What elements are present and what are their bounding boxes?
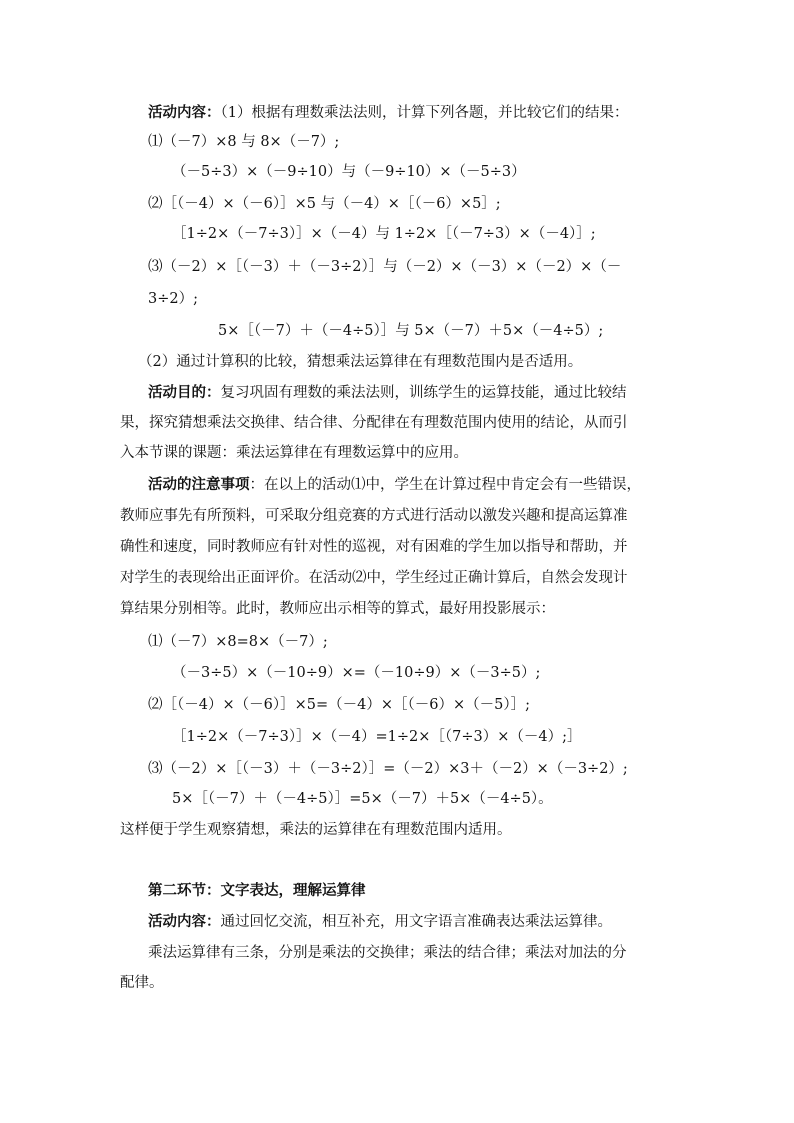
section-2-para-line-2: 配律。 [120, 975, 164, 991]
question-1b: （－5÷3）×（－9÷10）与（－9÷10）×（－5÷3） [172, 164, 526, 180]
notes-line-1 [148, 475, 641, 495]
notes-line-3: 确性和速度，同时教师应有针对性的巡视，对有困难的学生加以指导和帮助，并 [120, 539, 628, 555]
section-2-title: 第二环节：文字表达，理解运算律 [148, 883, 366, 899]
equality-2a: ⑵［（－4）×（－6）］×5=（－4）×［（－6）×（－5）］; [148, 697, 530, 713]
purpose-line-3: 入本节课的课题：乘法运算律在有理数运算中的应用。 [120, 445, 468, 461]
equality-3b: 5×［（－7）＋（－4÷5）］=5×（－7）＋5×（－4÷5）。 [172, 791, 553, 807]
activity-part-2: （2）通过计算积的比较，猜想乘法运算律在有理数范围内是否适用。 [138, 354, 583, 370]
question-1a: ⑴（－7）×8 与 8×（－7）; [148, 134, 340, 150]
activity-content-line [148, 103, 628, 123]
question-2a: ⑵［（－4）×（－6）］×5 与（－4）×［（－6）×5］; [148, 196, 501, 212]
equality-1a: ⑴（－7）×8=8×（－7）; [148, 634, 328, 650]
purpose-text-1: 复习巩固有理数的乘法法则，训练学生的运算技能，通过比较结 [220, 385, 627, 401]
notes-label: 活动的注意事项 [148, 477, 250, 493]
equality-3a: ⑶（－2）×［（－3）＋（－3÷2）］=（－2）×3＋（－2）×（－3÷2）; [148, 761, 628, 777]
purpose-line-2: 果，探究猜想乘法交换律、结合律、分配律在有理数范围内使用的结论，从而引 [120, 415, 628, 431]
equality-1b: （－3÷5）×（－10÷9）×=（－10÷9）×（－3÷5）; [172, 665, 541, 681]
notes-line-2: 教师应事先有所预料，可采取分组竞赛的方式进行活动以激发兴趣和提高运算准 [120, 508, 628, 524]
purpose-label: 活动目的： [148, 385, 221, 401]
question-3b: 3÷2）; [148, 291, 198, 307]
activity-content-label: 活动内容： [148, 105, 221, 121]
notes-line-4: 对学生的表现给出正面评价。在活动⑵中，学生经过正确计算后，自然会发现计 [120, 570, 628, 586]
question-3a: ⑶（－2）×［（－3）＋（－3÷2）］与（－2）×（－3）×（－2）×（－ [148, 259, 622, 275]
section-2-content-label: 活动内容： [148, 914, 221, 930]
question-3c: 5×［（－7）＋（－4÷5）］与 5×（－7）＋5×（－4÷5）; [218, 323, 604, 339]
section-2-content-line [148, 912, 612, 932]
equality-2b: ［1÷2×（－7÷3）］×（－4）=1÷2×［（7÷3）×（－4）;］ [172, 729, 582, 745]
notes-line-5: 算结果分别相等。此时，教师应出示相等的算式，最好用投影展示： [120, 601, 555, 617]
activity-content-text: （1）根据有理数乘法法则，计算下列各题，并比较它们的结果： [220, 105, 629, 121]
section-2-content-text: 通过回忆交流，相互补充，用文字语言准确表达乘法运算律。 [220, 914, 612, 930]
question-2b: ［1÷2×（－7÷3）］×（－4）与 1÷2×［（－7÷3）×（－4）］; [172, 226, 596, 242]
conclusion-line: 这样便于学生观察猜想，乘法的运算律在有理数范围内适用。 [120, 822, 512, 838]
section-2-para-line-1: 乘法运算律有三条，分别是乘法的交换律；乘法的结合律；乘法对加法的分 [148, 945, 627, 961]
purpose-line-1 [148, 383, 627, 403]
notes-text-1: ：在以上的活动⑴中，学生在计算过程中肯定会有一些错误， [249, 477, 641, 493]
